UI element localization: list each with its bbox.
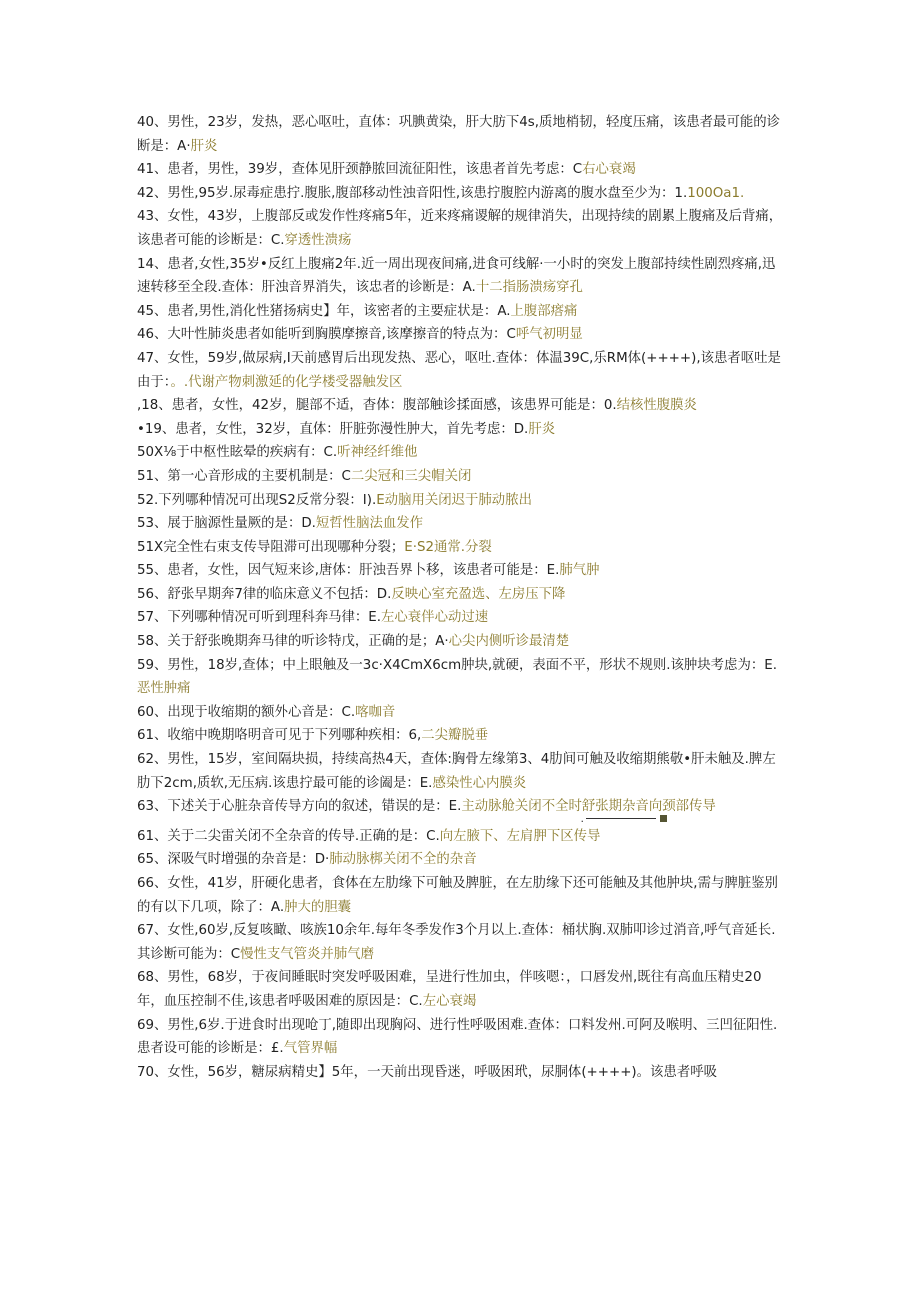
tail-dot: .: [580, 812, 584, 826]
answer: 穿透性溃疡: [284, 232, 352, 248]
question-57: 57、下列哪种情况可听到理科奔马律：E.左心衰伴心动过速: [137, 610, 489, 626]
question-49: •19、患者，女性，32岁，直体：肝脏弥漫性肿大，首先考虑：D.肝炎: [137, 421, 556, 437]
question-67: 67、女性,60岁,反复咳瞰、咳族10余年.每年冬季发作3个月以上.查体：桶状胸.双肺叩诊过消音,呼气音延长.其诊断可能为：C慢性支气管炎并肺气磨: [137, 923, 776, 962]
question-46: 46、大叶性肺炎患者如能听到胸膜摩擦音,该摩擦音的特点为：C呼气初明显: [137, 327, 583, 343]
answer: 100Oa1.: [687, 185, 745, 201]
question-51: 51、第一心音形成的主要机制是：C二尖冠和三尖帽关闭: [137, 468, 472, 484]
question-65: 65、深吸气时增强的杂音是：D·肺动脉梆关闭不全的杂音: [137, 852, 477, 868]
answer: 呼气初明显: [515, 327, 583, 343]
square-mark-icon: [660, 815, 667, 822]
question-60: 60、出现于收缩期的额外心音是：C.喀咖音: [137, 704, 396, 720]
question-45: 45、患者,男性,消化性猪扬病史】年，该密者的主要症状是：A.上腹部瘩痛: [137, 303, 578, 319]
question-52: 52.下列哪种情况可出现S2反常分裂：I).E动脑用关闭迟于肺动脓出: [137, 492, 532, 508]
answer: 喀咖音: [355, 704, 396, 720]
answer: 左心衰伴心动过速: [381, 610, 489, 626]
question-54: 51X完全性右束支传导阻滞可出现哪种分裂；E·S2通常.分裂: [137, 539, 492, 555]
question-list: [137, 111, 787, 1084]
answer: 慢性支气管炎并肺气磨: [240, 946, 374, 962]
question-41: 41、患者，男性，39岁，查体见肝颈静脓回流征阳性，该患者首先考虑：C右心衰竭: [137, 162, 636, 178]
answer: 心尖内侧听诊最清楚: [448, 634, 570, 650]
answer: 感染性心内膜炎: [432, 775, 527, 791]
question-63: 63、下述关于心脏杂音传导方向的叙述，错误的是：E.主动脉舱关闭不全时舒张期杂音向颈部传导: [137, 799, 716, 815]
question-70: 70、女性，56岁，糖尿病精史】5年，一天前出现昏迷，呼吸困玳，尿胴体(++++)。该患者呼吸: [137, 1064, 717, 1080]
question-43: 43、女性，43岁，上腹部反或发作性疼痛5年，近来疼痛谡解的规律消失，出现持续的剧累上腹痛及后背痛，该患者可能的诊断是：C.穿透性溃疡: [137, 209, 783, 248]
question-55: 55、患者，女性，因气短来诊,唐体：肝浊吾界卜移，该患者可能是：E.肺气肿: [137, 563, 600, 579]
answer: E·S2通常.分裂: [404, 539, 492, 555]
answer: 左心衰竭: [422, 993, 477, 1009]
answer: 十二指肠溃疡穿孔: [475, 280, 583, 296]
answer: 肺动脉梆关闭不全的杂音: [329, 852, 477, 868]
question-40: 40、男性，23岁，发热，恶心呕吐，直体：巩腆黄染，肝大肪下4s,质地梢韧，轻度压痛，该患者最可能的诊断是：A·肝炎: [137, 115, 781, 154]
answer: 肿大的胆囊: [284, 899, 352, 915]
question-64: 61、关于二尖雷关闭不全杂音的传导.正确的是：C.向左腋下、左肩胛下区传导: [137, 828, 601, 844]
answer: 气管界幅: [283, 1041, 338, 1057]
answer: E动脑用关闭迟于肺动脓出: [376, 492, 532, 508]
answer: 右心衰竭: [582, 162, 636, 178]
question-58: 58、关于舒张晚期奔马律的听诊特戊，正确的是；A·心尖内侧听诊最清楚: [137, 634, 570, 650]
question-59: 59、男性，18岁,查体；中上眼触及一3c·X4CmX6cm肿块,就硬，表面不平，形状不规则.该肿块考虑为：E.恶性肿痛: [137, 657, 777, 697]
answer: 反映心室充盈选、左房压下降: [391, 586, 566, 602]
answer: 短哲性脑法血发作: [315, 516, 424, 532]
question-68: 68、男性，68岁，于夜间睡眠时突发呼吸困难，呈进行性加虫，伴咳嗯：，口唇发州,既往有高血压精史20年，血压控制不佳,该患者呼吸困难的原因是：C.左心衰竭: [137, 970, 762, 1009]
answer: 二尖冠和三尖帽关闭: [350, 468, 472, 484]
question-56: 56、舒张早期奔7律的临床意义不包括：D.反映心室充盈选、左房压下降: [137, 586, 566, 602]
answer: 主动脉舱关闭不全时舒张期杂音向颈部传导: [461, 799, 716, 815]
question-44: 14、患者,女性,35岁•反红上腹痛2年.近一周出现夜间痛,进食可线解·一小时的突发上腹部持续性剧烈疼痛,迅速转移至全段.查体：肝浊音界消失，该忠者的诊断是：A.十二指肠溃疡穿孔: [137, 256, 776, 296]
answer: 向左腋下、左肩胛下区传导: [439, 828, 601, 844]
question-47: 47、女性，59岁,做尿病,I天前感胃后出现发热、恶心，呕吐.查体：体温39C,乐RM体(++++),该患者呕吐是由于：。.代谢产物刺激延的化学楼受器触发区: [137, 350, 781, 390]
answer: 结核性腹膜炎: [616, 398, 697, 414]
question-48: ,18、患者，女性，42岁，腿部不适，杳体：腹部触诊揉面感，该患界可能是：0.结核性腹膜炎: [137, 398, 697, 414]
question-61: 61、收缩中晚期咯明音可见于下列哪种疾相：6,二尖瓣脱垂: [137, 728, 489, 744]
answer: 恶性肿痛: [137, 681, 191, 697]
answer: 肺气肿: [559, 563, 600, 579]
tail-underline: [586, 818, 656, 819]
answer: 二尖瓣脱垂: [421, 728, 489, 744]
question-42: 42、男性,95岁.尿毒症患拧.腹胀,腹部移动性浊音阳性,该患拧腹腔内游离的腹水盘至少为：1.100Oa1.: [137, 185, 745, 201]
answer: 肝炎: [528, 421, 556, 437]
question-50: 50X⅛于中枢性眩晕的疾病有：C.听神经纤维他: [137, 445, 418, 461]
question-53: 53、展于脑源性量厥的是：D.短哲性脑法血发作: [137, 516, 424, 532]
question-69: 69、男性,6岁.于进食时出现呛丁,随即出现胸闷、进行性呼吸困难.查体：口料发州.可阿及喉明、三凹征阳性.患者设可能的诊断是：£.气管界幅: [137, 1017, 778, 1057]
question-62: 62、男性，15岁，室间隔块损，持续高热4天，查体:胸骨左缘第3、4肋间可触及收缩期熊敬•肝未触及.脾左肋下2cm,质软,无压病.该患拧最可能的诊阖是：E.感染性心内膜炎: [137, 752, 776, 791]
answer: 。.代谢产物刺激延的化学楼受器触发区: [170, 374, 403, 390]
answer: 肝炎: [190, 138, 218, 154]
answer: 上腹部瘩痛: [510, 303, 578, 319]
question-66: 66、女性，41岁，肝硬化患者，食体在左肋缘下可触及脾脏，在左肋缘下还可能触及其他肿块,需与脾脏鉴别的有以下几项，除了：A.肿大的胆囊: [137, 876, 778, 915]
answer: 听神经纤维他: [337, 445, 418, 461]
